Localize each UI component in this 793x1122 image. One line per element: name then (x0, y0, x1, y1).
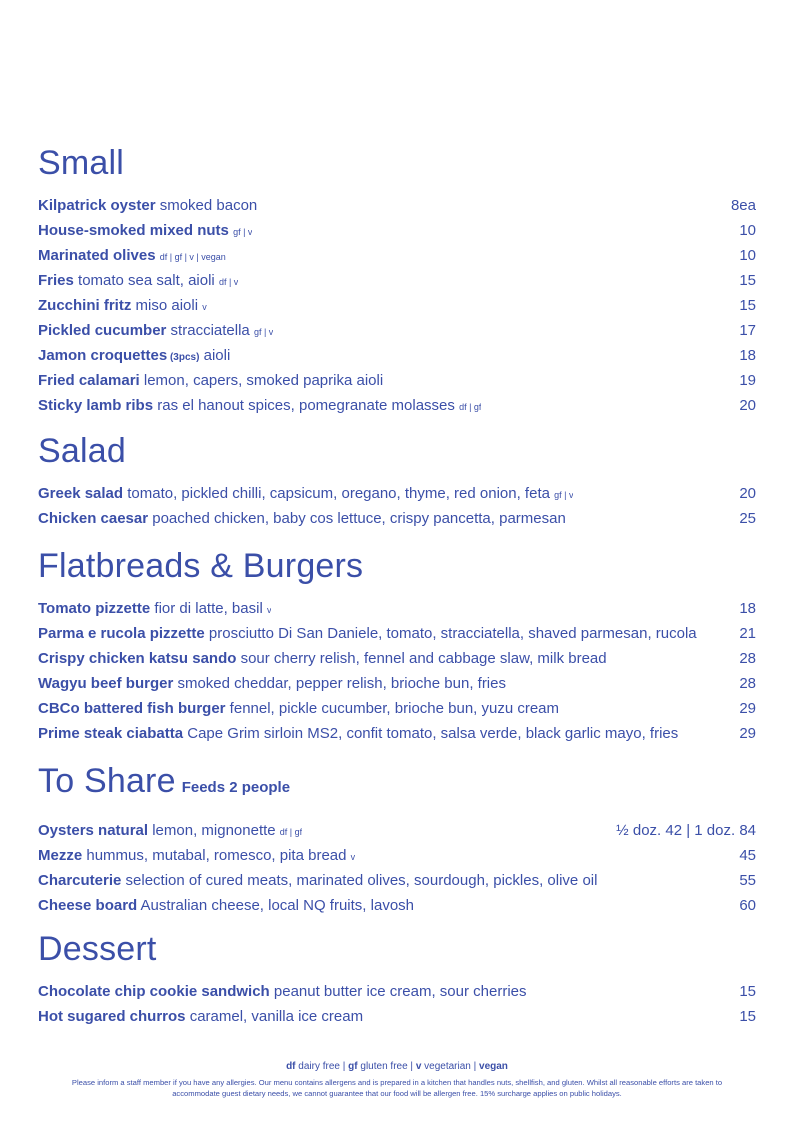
menu-item-description: Cape Grim sirloin MS2, confit tomato, salsa verde, black garlic mayo, fries (183, 725, 679, 742)
menu-item-price: 17 (739, 322, 756, 339)
menu-item-price: 8ea (730, 197, 756, 214)
menu-item-name: Hot sugared churros (38, 1008, 186, 1025)
section-salad (38, 431, 756, 531)
legend-v: v (415, 1061, 422, 1072)
menu-item-price: 29 (739, 700, 756, 717)
section-title-small: Small (38, 144, 125, 182)
menu-item-text (38, 393, 481, 420)
menu-item-text (38, 506, 566, 531)
menu-item (38, 721, 756, 746)
menu-item (38, 218, 756, 243)
item-list-dessert (38, 979, 756, 1029)
menu-item-text (38, 193, 257, 218)
menu-item-description: stracciatella (166, 322, 254, 339)
menu-item-dietary-tags: v (350, 852, 356, 862)
menu-item-price: 15 (739, 983, 756, 1000)
menu-item-name: CBCo battered fish burger (38, 700, 226, 717)
menu-item (38, 843, 756, 868)
item-list-share (38, 818, 756, 918)
menu-item-dietary-tags: df | gf | v | vegan (159, 252, 226, 262)
menu-item (38, 596, 756, 621)
menu-item-name: Charcuterie (38, 872, 122, 889)
menu-item-description: tomato, pickled chilli, capsicum, oregano, thyme, red onion, feta (123, 485, 555, 502)
menu-item-dietary-tags: df | v (218, 277, 239, 287)
menu-item-price: 19 (739, 372, 756, 389)
menu-item-dietary-tags: df | gf (459, 402, 482, 412)
menu-item-price: 20 (739, 485, 756, 502)
menu-item-price: 18 (739, 600, 756, 617)
menu-item-price: 28 (739, 650, 756, 667)
legend-v-text: vegetarian | (421, 1061, 480, 1072)
menu-item (38, 481, 756, 506)
menu-item-dietary-tags: gf | v (233, 227, 253, 237)
section-flatbreads (38, 546, 756, 746)
menu-item-name: Chocolate chip cookie sandwich (38, 983, 270, 1000)
menu-item-description: miso aioli (131, 297, 203, 314)
menu-item (38, 868, 756, 893)
menu-item-text (38, 721, 678, 746)
menu-item (38, 293, 756, 318)
menu-item-description: tomato sea salt, aioli (73, 272, 219, 289)
menu-item-name: Sticky lamb ribs (38, 397, 154, 414)
menu-item (38, 671, 756, 696)
menu-item-name: Fried calamari (38, 372, 140, 389)
menu-item-quantity: (3pcs) (167, 352, 200, 363)
legend-gf: gf (348, 1061, 358, 1072)
menu-item-text (38, 268, 238, 295)
menu-item-price: 55 (739, 872, 756, 889)
menu-item-text (38, 218, 252, 245)
menu-item (38, 368, 756, 393)
menu-item-dietary-tags: df | gf (279, 827, 303, 837)
menu-item-description: ras el hanout spices, pomegranate molasses (153, 397, 460, 414)
section-small (38, 143, 756, 418)
section-subtitle-share: Feeds 2 people (181, 779, 291, 796)
menu-item-dietary-tags: v (202, 302, 207, 312)
menu-item-description: fior di latte, basil (150, 600, 267, 617)
menu-item-text (38, 481, 573, 508)
menu-item-price: 10 (739, 222, 756, 239)
menu-item-description: caramel, vanilla ice cream (185, 1008, 364, 1025)
section-title-share-text: To Share (38, 762, 176, 800)
menu-item-price: 15 (739, 272, 756, 289)
menu-item-price: 60 (739, 897, 756, 914)
menu-item (38, 393, 756, 418)
menu-item-text (38, 368, 383, 393)
legend-gf-text: gluten free | (357, 1061, 416, 1072)
menu-item-description: prosciutto Di San Daniele, tomato, stracciatella, shaved parmesan, rucola (204, 625, 697, 642)
menu-item (38, 343, 756, 368)
allergen-notice: Please inform a staff member if you have any allergies. Our menu contains allergens and is prepared in a kitchen that handles nuts, shellfish, and gluten. Whilst all reasonable efforts are taken to accommodate guest dietary needs, we cannot guarantee that our food will be allergen free. 15% surcharge applies on public holidays. (71, 1078, 723, 1098)
menu-item-name: House-smoked mixed nuts (38, 222, 229, 239)
item-list-salad (38, 481, 756, 531)
menu-item-price: 15 (739, 1008, 756, 1025)
menu-item-dietary-tags: v (266, 605, 272, 615)
section-title-flatbreads: Flatbreads & Burgers (38, 547, 364, 585)
item-list-flatbreads (38, 596, 756, 746)
legend-df-text: dairy free | (295, 1061, 349, 1072)
section-share (38, 761, 756, 918)
section-title-share (38, 761, 756, 808)
menu-item-text (38, 646, 607, 671)
menu-item-text (38, 318, 273, 345)
menu-item-dietary-tags: gf | v (253, 327, 274, 337)
menu-item-name: Pickled cucumber (38, 322, 167, 339)
menu-item-text (38, 1004, 363, 1029)
menu-item-name: Chicken caesar (38, 510, 149, 527)
menu-item-text (38, 243, 226, 270)
menu-item-text (38, 893, 414, 918)
menu-item-text (38, 596, 271, 623)
menu-item-description: smoked bacon (155, 197, 258, 214)
menu-item-text (38, 671, 506, 696)
item-list-small (38, 193, 756, 418)
menu-item-dietary-tags: gf | v (554, 490, 574, 500)
menu-item-price: 18 (739, 347, 756, 364)
menu-item-name: Mezze (38, 847, 83, 864)
menu-item-text (38, 818, 302, 845)
menu-item-name: Cheese board (38, 897, 138, 914)
menu-item (38, 893, 756, 918)
legend-vegan: vegan (479, 1061, 508, 1072)
menu-item (38, 818, 756, 843)
menu-item-name: Fries (38, 272, 74, 289)
menu-item (38, 243, 756, 268)
menu-item-price: 20 (739, 397, 756, 414)
menu-item-text (38, 343, 230, 370)
menu-item (38, 1004, 756, 1029)
menu-item-name: Zucchini fritz (38, 297, 132, 314)
menu-item-description: sour cherry relish, fennel and cabbage slaw, milk bread (236, 650, 607, 667)
menu-item (38, 621, 756, 646)
menu-item (38, 696, 756, 721)
menu-item (38, 506, 756, 531)
dietary-legend (38, 1060, 756, 1074)
menu-item-description: hummus, mutabal, romesco, pita bread (82, 847, 351, 864)
section-title-dessert: Dessert (38, 930, 157, 968)
menu-item-text (38, 979, 527, 1004)
menu-item-price: 21 (739, 625, 756, 642)
menu-item-price: ½ doz. 42 | 1 doz. 84 (616, 822, 756, 839)
menu-item-price: 15 (739, 297, 756, 314)
menu-item (38, 193, 756, 218)
menu-item (38, 979, 756, 1004)
menu-item-description: lemon, capers, smoked paprika aioli (139, 372, 384, 389)
menu-item-name: Oysters natural (38, 822, 149, 839)
menu-item-price: 29 (739, 725, 756, 742)
menu-item-price: 28 (739, 675, 756, 692)
footer (38, 1060, 756, 1099)
menu-item (38, 646, 756, 671)
menu-item-description: peanut butter ice cream, sour cherries (269, 983, 527, 1000)
legend-df: df (286, 1061, 296, 1072)
menu-item-price: 45 (739, 847, 756, 864)
menu-item-name: Tomato pizzette (38, 600, 151, 617)
menu-item-text (38, 696, 559, 721)
menu-item-text (38, 293, 207, 320)
menu-item-text (38, 621, 697, 646)
menu-item-description: Australian cheese, local NQ fruits, lavosh (137, 897, 414, 914)
menu-item-name: Jamon croquettes (38, 347, 168, 364)
menu-item-name: Wagyu beef burger (38, 675, 174, 692)
menu-item-description: smoked cheddar, pepper relish, brioche bun, fries (173, 675, 506, 692)
menu-item-description: fennel, pickle cucumber, brioche bun, yuzu cream (225, 700, 560, 717)
menu-item-price: 25 (739, 510, 756, 527)
section-dessert (38, 929, 756, 1029)
menu-item-description: poached chicken, baby cos lettuce, crispy pancetta, parmesan (148, 510, 566, 527)
menu-item-text (38, 868, 597, 893)
menu-item-name: Crispy chicken katsu sando (38, 650, 237, 667)
section-title-salad: Salad (38, 432, 126, 470)
menu-item-name: Marinated olives (38, 247, 156, 264)
menu-item-description: selection of cured meats, marinated olives, sourdough, pickles, olive oil (121, 872, 598, 889)
menu-item-name: Parma e rucola pizzette (38, 625, 205, 642)
menu-item-description: lemon, mignonette (148, 822, 280, 839)
menu-item-description: aioli (199, 347, 231, 364)
menu-item-name: Greek salad (38, 485, 124, 502)
menu-item-name: Prime steak ciabatta (38, 725, 184, 742)
menu-item (38, 318, 756, 343)
menu-item (38, 268, 756, 293)
menu-item-text (38, 843, 355, 870)
menu-item-name: Kilpatrick oyster (38, 197, 156, 214)
menu-item-price: 10 (739, 247, 756, 264)
